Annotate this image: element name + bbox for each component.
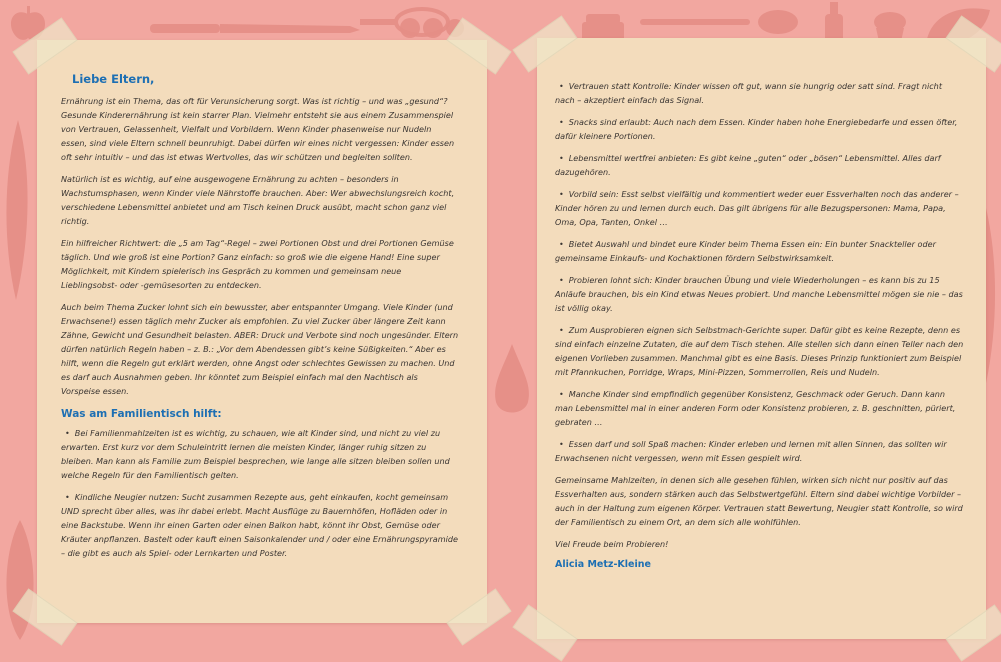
tip-text: Zum Ausprobieren eignen sich Selbstmach-Gerichte super. Dafür gibt es keine Rezepte, denn es sind einfach einzelne Zutaten, die auf dem Tisch stehen. Alle stellen sich dann einen Teller nach den eigenen Vorlieben zusammen. Manchmal gibt es eine Basis. Dieses Prinzip funktioniert zum Beispiel mit Pfannkuchen, Porridge, Wraps, Mini-Pizzen, Sommerrollen, Reis und Nudeln. [555,325,964,377]
tip-item [555,151,964,179]
tip-item [555,237,964,265]
tip-item [555,323,964,379]
onion-icon [488,340,536,424]
knife-icon [150,18,360,42]
tip-text: Vorbild sein: Esst selbst vielfältig und kommentiert weder euer Essverhalten noch das anderer – Kinder hören zu und lernen durch euch. Das gilt übrigens für alle Bezugspersonen: Mama, Papa, Oma, Opa, Tanten, Onkel … [555,189,959,227]
section-heading: Was am Familientisch hilft: [61,408,222,420]
letter-page-right [537,38,986,639]
tip-item [555,387,964,429]
intro-paragraph: Ein hilfreicher Richtwert: die „5 am Tag“-Regel – zwei Portionen Obst und drei Portionen Gemüse täglich. Und wie groß ist eine Portion? Ganz einfach: so groß wie die eigene Hand! Eine super Möglichkeit, mit Kindern spielerisch ins Gespräch zu kommen und gemeinsam neue Lieblingsobst- oder -gemüsesorten zu entdecken. [61,238,454,290]
tape-strip [945,604,1001,661]
intro-paragraph: Natürlich ist es wichtig, auf eine ausgewogene Ernährung zu achten – besonders in Wachstumsphasen, wenn Kinder viele Nährstoffe brauchen. Aber: Wer abwechslungsreich kocht, verschiedene Lebensmittel anbietet und am Tisch keinen Druck ausübt, macht schon ganz viel richtig. [61,174,455,226]
tip-text: Essen darf und soll Spaß machen: Kinder erleben und lernen mit allen Sinnen, das sollten wir Erwachsenen nicht vergessen, wenn mit Essen gespielt wird. [555,439,947,463]
tip-text: Lebensmittel wertfrei anbieten: Es gibt keine „guten“ oder „bösen“ Lebensmittel. Alles darf dazugehören. [555,153,941,177]
bullet-icon: • [559,81,564,91]
tip-item [61,490,459,560]
bullet-icon: • [65,492,70,502]
bullet-icon: • [559,117,564,127]
closing-paragraph: Gemeinsame Mahlzeiten, in denen sich alle gesehen fühlen, wirken sich nicht nur positiv auf das Essverhalten aus, sondern stärken auch das Selbstwertgefühl. Eltern sind dabei wichtige Vorbilder – auch in der Haltung zum eigenen Körper. Vertrauen statt Bewertung, Neugier statt Kontrolle, so wird der Familientisch zu einem Ort, an dem sich alle wohlfühlen. [555,475,963,527]
tip-item [555,437,964,465]
tip-item [555,115,964,143]
bullet-icon: • [559,239,564,249]
leaf-icon [0,120,36,304]
tip-text: Manche Kinder sind empfindlich gegenüber Konsistenz, Geschmack oder Geruch. Dann kann man Lebensmittel mal in einer anderen Form oder Konsistenz probieren, z. B. geschnitten, püriert, gebraten … [555,389,956,427]
bullet-icon: • [559,153,564,163]
intro-paragraph: Auch beim Thema Zucker lohnt sich ein bewusster, aber entspannter Umgang. Viele Kinder (und Erwachsene!) essen täglich mehr Zucker als empfohlen. Zu viel Zucker über längere Zeit kann Zähne, Gewicht und Gesundheit belasten. ABER: Druck und Verbote sind noch ungesünder. Eltern dürfen natürlich Regeln haben – z. B.: „Vor dem Abendessen gibt’s keine Süßigkeiten.“ Aber es hilft, wenn die Regeln gut erklärt werden, ohne Angst oder schlechtes Gewissen zu machen. Und es darf auch Ausnahmen geben. Ihr könntet zum Beispiel einfach mal den Nachtisch als Vorspeise essen. [61,302,459,396]
tape-strip [446,17,511,74]
bullet-icon: • [559,275,564,285]
bullet-icon: • [559,439,564,449]
tip-text: Bietet Auswahl und bindet eure Kinder beim Thema Essen ein: Ein bunter Snackteller oder gemeinsame Einkaufs- und Kochaktionen fördern Selbstwirksamkeit. [555,239,936,263]
tip-item [61,426,459,482]
spoon-icon [640,8,800,40]
tip-text: Snacks sind erlaubt: Auch nach dem Essen. Kinder haben hohe Energiebedarfe und essen öfter, dafür kleinere Portionen. [555,117,958,141]
signature: Alicia Metz-Kleine [555,559,651,570]
greeting: Liebe Eltern, [72,72,155,86]
bullet-icon: • [65,428,70,438]
bullet-icon: • [559,389,564,399]
letter-page-left [37,40,487,623]
tip-item [555,273,964,315]
tip-text: Kindliche Neugier nutzen: Sucht zusammen Rezepte aus, geht einkaufen, kocht gemeinsam UND sprecht über alles, was ihr dabei erlebt. Macht Ausflüge zu Bauernhöfen, Hofläden oder in eine Backstube. Wenn ihr einen Garten oder einen Balkon habt, könnt ihr Obst, Gemüse oder Kräuter anpflanzen. Bastelt oder kauft einen Saisonkalender und / oder eine Ernährungspyramide – die gibt es auch als Spiel- oder Lernkarten und Poster. [61,492,458,558]
closing-paragraph: Viel Freude beim Probieren! [555,539,669,549]
bullet-icon: • [559,325,564,335]
tape-strip [512,604,577,661]
tape-strip [512,15,577,72]
tip-item [555,79,964,107]
bullet-icon: • [559,189,564,199]
tip-text: Probieren lohnt sich: Kinder brauchen Übung und viele Wiederholungen – es kann bis zu 15 Anläufe brauchen, bis ein Kind etwas Neues probiert. Und manche Lebensmittel mögen sie nie – das ist völlig okay. [555,275,963,313]
tip-text: Vertrauen statt Kontrolle: Kinder wissen oft gut, wann sie hungrig oder satt sind. Fragt nicht nach – akzeptiert einfach das Signal. [555,81,942,105]
tape-strip [446,588,511,645]
tip-text: Bei Familienmahlzeiten ist es wichtig, zu schauen, wie alt Kinder sind, und nicht zu viel zu erwarten. Erst kurz vor dem Schuleintritt lernen die meisten Kinder, länger ruhig sitzen zu bleiben. Man kann als Familie zum Beispiel besprechen, wie lange alle sitzen bleiben sollen und welche Regeln für den Familientisch gelten. [61,428,450,480]
intro-paragraph: Ernährung ist ein Thema, das oft für Verunsicherung sorgt. Was ist richtig – und was „gesund“? Gesunde Kinderernährung ist kein starrer Plan. Vielmehr entsteht sie aus einem Zusammenspiel von Vertrauen, Gelassenheit, Vielfalt und Vorbildern. Wenn Kinder phasenweise nur Nudeln essen, sind viele Eltern schnell beunruhigt. Dabei dürfen wir eines nicht vergessen: Kinder essen oft sehr intuitiv – und das ist etwas Wertvolles, das wir schützen und begleiten sollten. [61,96,455,162]
tip-item [555,187,964,229]
